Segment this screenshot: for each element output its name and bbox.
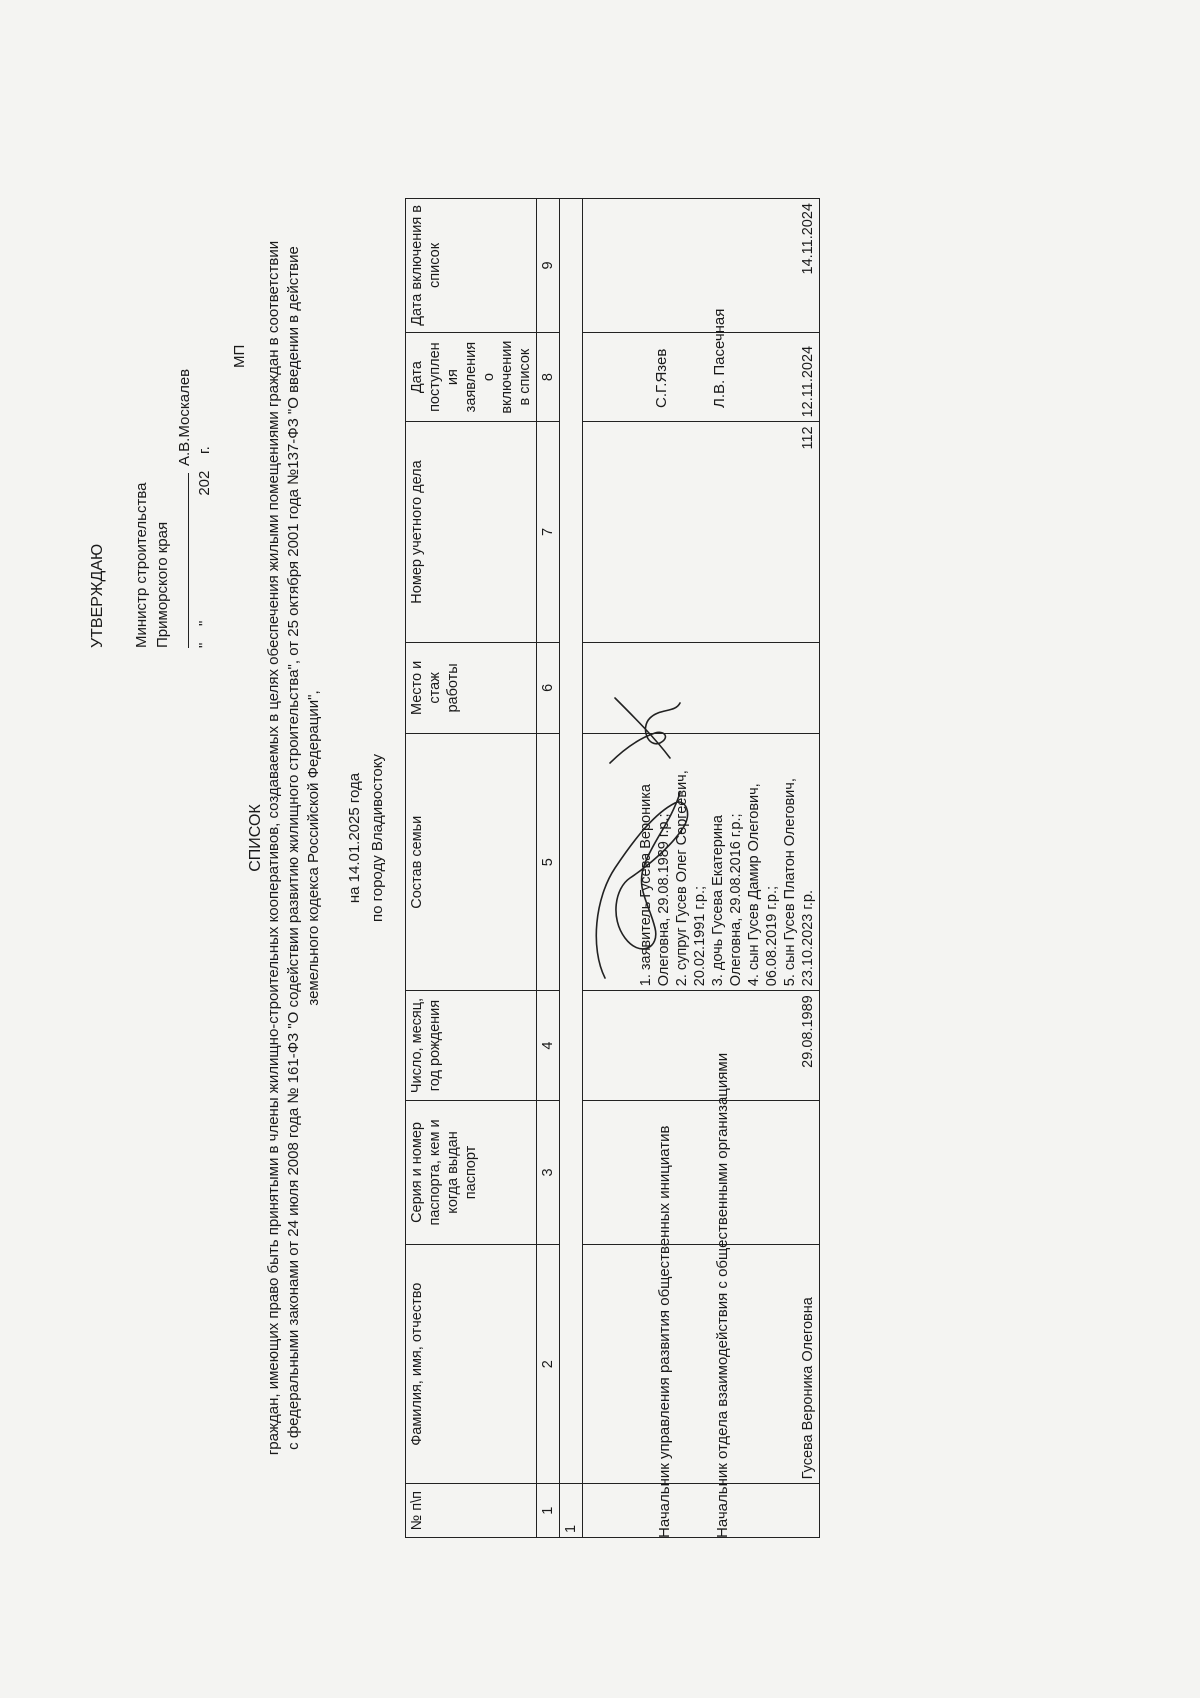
column-number: 5 (537, 734, 560, 991)
approval-title: УТВЕРЖДАЮ (89, 543, 106, 648)
column-number: 1 (537, 1484, 560, 1538)
signatory-1-name: С.Г.Язев (653, 348, 670, 408)
cell-birth-date-wrap (583, 991, 820, 1101)
document-description: граждан, имеющих право быть принятыми в члены жилищно-строительных кооперативов, создаваемых в целях обеспечения жилыми помещениями граждан в соответствии с федеральными законами от 24 июля 2008 года № 161-ФЗ "О содействии развитию жилищного строительства", от 25 октября 2001 года №137-ФЗ "О введении в действие земельного кодекса Российской Федерации", (265, 240, 322, 1456)
approval-position-line2: Приморского края (154, 521, 171, 648)
column-number: 4 (537, 991, 560, 1101)
cell-application-date: 12.11.2024 (800, 345, 816, 418)
column-number: 9 (537, 199, 560, 333)
cell-passport (583, 1100, 820, 1244)
header-application-date: Дата поступлен ия заявления о включении в список (406, 332, 537, 422)
group-index: 1 (560, 1484, 583, 1538)
group-row-empty (560, 199, 583, 1484)
signatory-1-position: Начальник управления развития общественных инициатив (656, 1125, 673, 1538)
approval-signature-line (188, 473, 189, 648)
header-workplace: Место и стаж работы (406, 642, 537, 734)
family-line: 4. сын Гусев Дамир Олегович, (746, 783, 762, 987)
column-numbers-row (537, 199, 560, 1538)
cell-full-name-wrap (583, 1245, 820, 1484)
cell-case-number-wrap (583, 422, 820, 642)
approval-date: " " 202 г. (196, 446, 213, 648)
city: по городу Владивостоку (369, 753, 386, 923)
family-line: 2. супруг Гусев Олег Сергеевич, (674, 770, 690, 987)
header-full-name: Фамилия, имя, отчество (406, 1245, 537, 1484)
cell-inclusion-date-wrap (583, 199, 820, 333)
approval-position-line1: Министр строительства (133, 482, 150, 648)
family-line: 5. сын Гусев Платон Олегович, (782, 778, 798, 987)
signatory-2-name: Л.В. Пасечная (711, 308, 728, 408)
header-index: № п\п (406, 1484, 537, 1538)
column-number: 7 (537, 422, 560, 642)
header-passport: Серия и номер паспорта, кем и когда выдан паспорт (406, 1100, 537, 1244)
family-line: 20.02.1991 г.р.; (692, 885, 708, 987)
column-number: 2 (537, 1245, 560, 1484)
family-line: 06.08.2019 г.р.; (764, 885, 780, 987)
family-line: Олеговна, 29.08.2016 г.р.; (728, 813, 744, 987)
handwritten-signature-2 (600, 688, 690, 778)
document-title: СПИСОК (247, 804, 264, 872)
as-of-date: на 14.01.2025 года (346, 772, 363, 904)
family-line: 1. заявитель Гусева Вероника (638, 784, 654, 987)
header-case-number: Номер учетного дела (406, 422, 537, 642)
column-number: 8 (537, 332, 560, 422)
approval-name: А.В.Москалев (176, 368, 193, 466)
cell-inclusion-date: 14.11.2024 (800, 203, 816, 275)
cell-application-date-wrap (583, 332, 820, 422)
family-line: 3. дочь Гусева Екатерина (710, 815, 726, 987)
family-line: 23.10.2023 г.р. (800, 890, 816, 987)
column-number: 6 (537, 642, 560, 734)
cell-full-name: Гусева Вероника Олеговна (800, 1297, 816, 1480)
cell-birth-date: 29.08.1989 (800, 995, 816, 1068)
cell-case-number: 112 (800, 426, 816, 450)
handwritten-signature-1 (585, 788, 700, 988)
group-row (560, 199, 583, 1538)
signatory-2-position: Начальник отдела взаимодействия с общественными организациями (714, 1052, 731, 1538)
header-birth-date: Число, месяц, год рождения (406, 991, 537, 1101)
table-header-row (406, 199, 537, 1538)
header-family: Состав семьи (406, 734, 537, 991)
family-line: Олеговна, 29.08.1989 г.р.; (656, 813, 672, 987)
stamp-place: МП (231, 344, 248, 368)
header-inclusion-date: Дата включения в список (406, 199, 537, 333)
cell-index (583, 1484, 820, 1538)
column-number: 3 (537, 1100, 560, 1244)
